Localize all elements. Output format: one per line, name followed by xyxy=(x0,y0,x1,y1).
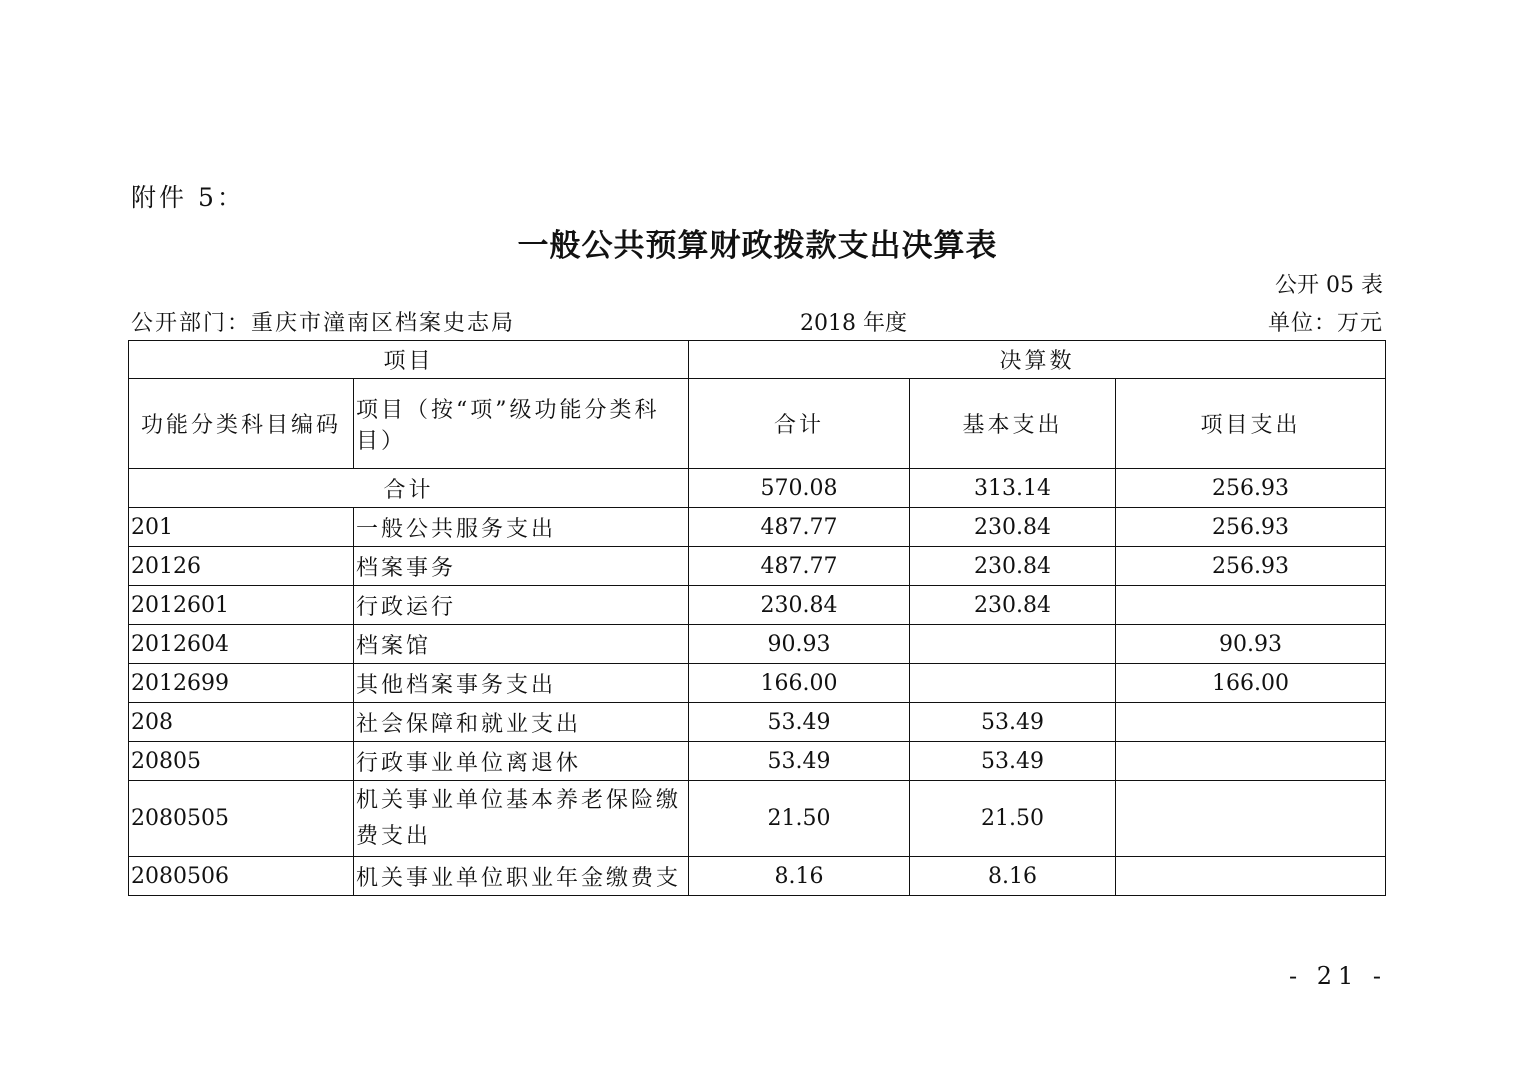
row-total: 8.16 xyxy=(689,857,910,896)
total-label: 合计 xyxy=(129,469,689,508)
row-total: 53.49 xyxy=(689,703,910,742)
table-row xyxy=(129,625,1386,664)
budget-table xyxy=(128,340,1386,896)
document-title: 一般公共预算财政拨款支出决算表 xyxy=(517,228,998,264)
page-number: - 21 - xyxy=(1288,962,1387,990)
row-project: 90.93 xyxy=(1116,625,1386,664)
table-number: 公开 05 表 xyxy=(1275,273,1383,298)
row-project xyxy=(1116,781,1386,857)
row-name: 机关事业单位基本养老保险缴费支出 xyxy=(354,781,689,857)
fiscal-year: 2018 年度 xyxy=(800,311,907,336)
header-row-columns xyxy=(129,379,1386,469)
row-total: 487.77 xyxy=(689,508,910,547)
row-code: 2012699 xyxy=(129,664,354,703)
row-basic: 21.50 xyxy=(910,781,1116,857)
row-basic xyxy=(910,664,1116,703)
row-project: 256.93 xyxy=(1116,508,1386,547)
total-row xyxy=(129,469,1386,508)
row-code: 201 xyxy=(129,508,354,547)
header-item-group: 项目 xyxy=(129,341,689,379)
row-total: 230.84 xyxy=(689,586,910,625)
row-project xyxy=(1116,703,1386,742)
header-total: 合计 xyxy=(689,379,910,469)
table-row xyxy=(129,781,1386,857)
row-project xyxy=(1116,586,1386,625)
row-basic: 8.16 xyxy=(910,857,1116,896)
row-name: 社会保障和就业支出 xyxy=(354,703,689,742)
row-code: 2080506 xyxy=(129,857,354,896)
header-project: 项目支出 xyxy=(1116,379,1386,469)
row-total: 53.49 xyxy=(689,742,910,781)
unit-label: 单位：万元 xyxy=(1267,311,1383,336)
row-code: 2080505 xyxy=(129,781,354,857)
table-row xyxy=(129,664,1386,703)
total-basic: 313.14 xyxy=(910,469,1116,508)
table-row xyxy=(129,586,1386,625)
table-row xyxy=(129,508,1386,547)
row-code: 2012604 xyxy=(129,625,354,664)
row-name: 行政事业单位离退休 xyxy=(354,742,689,781)
row-project xyxy=(1116,857,1386,896)
header-basic: 基本支出 xyxy=(910,379,1116,469)
row-name: 行政运行 xyxy=(354,586,689,625)
row-code: 20126 xyxy=(129,547,354,586)
row-code: 208 xyxy=(129,703,354,742)
table-row xyxy=(129,703,1386,742)
table-row xyxy=(129,742,1386,781)
row-name: 档案事务 xyxy=(354,547,689,586)
row-total: 90.93 xyxy=(689,625,910,664)
header-row-group xyxy=(129,341,1386,379)
row-code: 2012601 xyxy=(129,586,354,625)
row-basic: 53.49 xyxy=(910,742,1116,781)
row-project xyxy=(1116,742,1386,781)
row-basic: 230.84 xyxy=(910,508,1116,547)
row-name: 机关事业单位职业年金缴费支 xyxy=(354,857,689,896)
table-row xyxy=(129,547,1386,586)
attachment-label: 附件 5： xyxy=(131,183,245,212)
row-basic: 53.49 xyxy=(910,703,1116,742)
row-name: 其他档案事务支出 xyxy=(354,664,689,703)
row-name: 档案馆 xyxy=(354,625,689,664)
row-basic xyxy=(910,625,1116,664)
row-basic: 230.84 xyxy=(910,547,1116,586)
row-basic: 230.84 xyxy=(910,586,1116,625)
row-code: 20805 xyxy=(129,742,354,781)
table-row xyxy=(129,857,1386,896)
department-label: 公开部门：重庆市潼南区档案史志局 xyxy=(131,311,516,336)
row-total: 166.00 xyxy=(689,664,910,703)
row-total: 487.77 xyxy=(689,547,910,586)
row-name: 一般公共服务支出 xyxy=(354,508,689,547)
header-code: 功能分类科目编码 xyxy=(129,379,354,469)
header-name: 项目（按“项”级功能分类科目） xyxy=(354,379,689,469)
total-total: 570.08 xyxy=(689,469,910,508)
header-amount-group: 决算数 xyxy=(689,341,1386,379)
row-project: 166.00 xyxy=(1116,664,1386,703)
row-total: 21.50 xyxy=(689,781,910,857)
total-project: 256.93 xyxy=(1116,469,1386,508)
row-project: 256.93 xyxy=(1116,547,1386,586)
